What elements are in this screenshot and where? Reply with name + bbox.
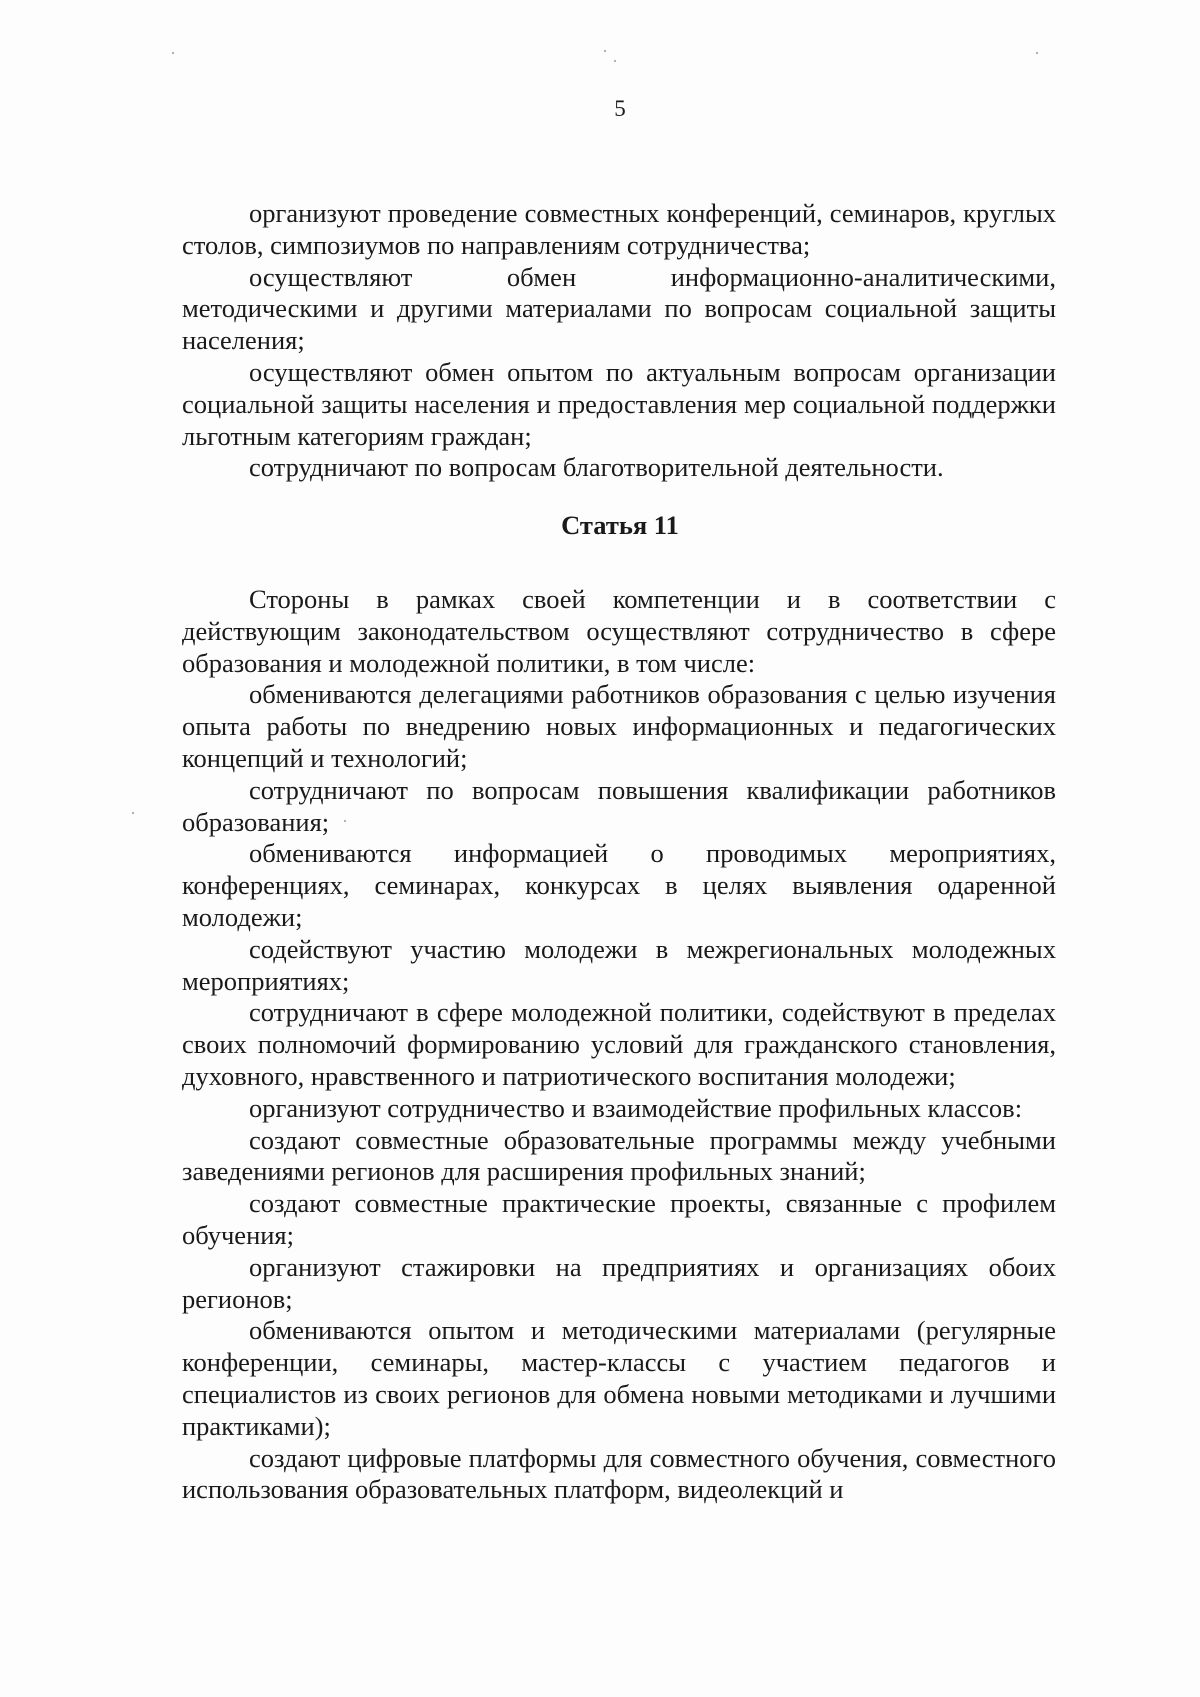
paragraph: создают совместные образовательные программы между учебными заведениями регионов для расширения профильных знаний;: [182, 1124, 1056, 1187]
paragraph: создают совместные практические проекты, связанные с профилем обучения;: [182, 1188, 1056, 1250]
paragraph: обмениваются опытом и методическими материалами (регулярные конференции, семинары, мастер-классы с участием педагогов и специалистов из своих регионов для обмена новыми методиками и лучшими практиками);: [182, 1315, 1056, 1441]
scan-speck: [344, 820, 346, 822]
paragraph: Стороны в рамках своей компетенции и в соответствии с действующим законодательством осуществляют сотрудничество в сфере образования и молодежной политики, в том числе:: [182, 584, 1056, 678]
page-number: 5: [614, 96, 626, 121]
paragraph: обмениваются делегациями работников образования с целью изучения опыта работы по внедрению новых информационных и педагогических концепций и технологий;: [182, 679, 1056, 773]
paragraph: сотрудничают по вопросам повышения квалификации работников образования;: [182, 774, 1056, 837]
article-title: Статья 11: [561, 510, 679, 540]
scan-speck: [1036, 52, 1038, 54]
paragraph: сотрудничают по вопросам благотворительной деятельности.: [249, 452, 944, 483]
paragraph: обмениваются информацией о проводимых мероприятиях, конференциях, семинарах, конкурсах в целях выявления одаренной молодежи;: [182, 838, 1056, 932]
paragraph: организуют сотрудничество и взаимодействие профильных классов:: [249, 1092, 1023, 1123]
paragraph: организуют проведение совместных конференций, семинаров, круглых столов, симпозиумов по направлениям сотрудничества;: [182, 198, 1056, 260]
scan-speck: [614, 60, 616, 62]
paragraph: содействуют участию молодежи в межрегиональных молодежных мероприятиях;: [182, 933, 1056, 996]
scan-speck: [172, 52, 174, 54]
scan-speck: [132, 812, 134, 814]
paragraph: осуществляют обмен информационно-аналитическими, методическими и другими материалами по вопросам социальной защиты населения;: [182, 261, 1056, 356]
section-1-text: [182, 198, 1056, 484]
scan-speck: [604, 50, 606, 52]
article-text: [182, 584, 1056, 1506]
paragraph: сотрудничают в сфере молодежной политики, содействуют в пределах своих полномочий формированию условий для гражданского становления, духовного, нравственного и патриотического воспитания молодежи;: [182, 997, 1056, 1091]
paragraph: организуют стажировки на предприятиях и организациях обоих регионов;: [182, 1251, 1056, 1314]
paragraph: создают цифровые платформы для совместного обучения, совместного использования образовательных платформ, видеолекций и: [182, 1442, 1056, 1505]
paragraph: осуществляют обмен опытом по актуальным вопросам организации социальной защиты населения и предоставления мер социальной поддержки льготным категориям граждан;: [182, 356, 1056, 451]
